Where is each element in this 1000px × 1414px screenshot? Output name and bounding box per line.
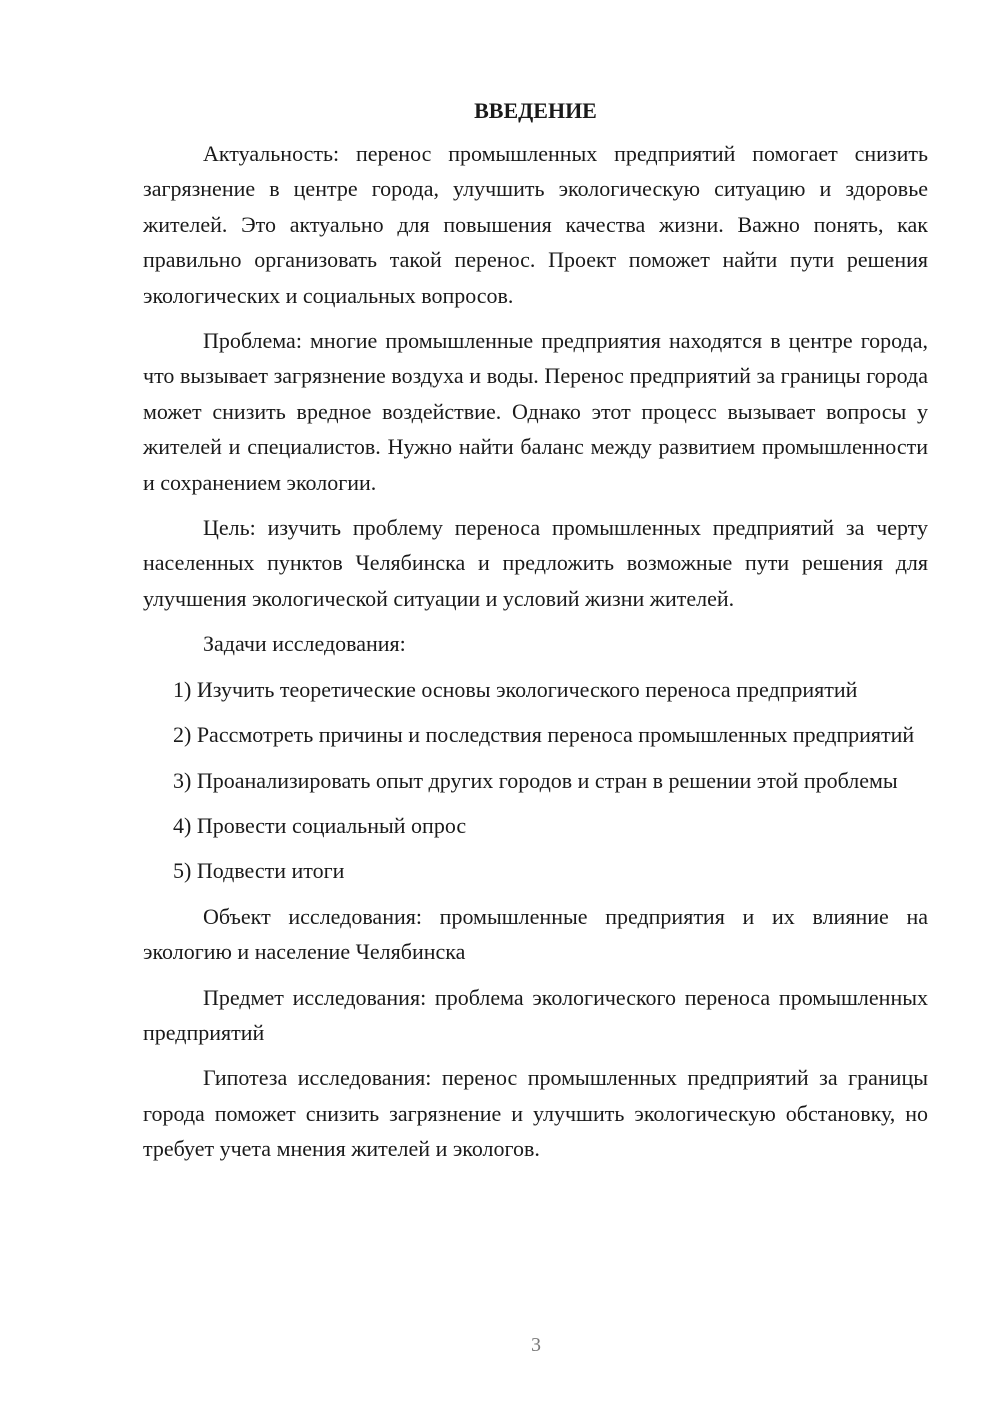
subject-paragraph: Предмет исследования: проблема экологического переноса промышленных предприятий [143,984,928,1045]
goal-paragraph: Цель: изучить проблему переноса промышленных предприятий за черту населенных пунктов Челябинска и предложить возможные пути решения для улучшения экологической ситуации и условий жизни жителей. [143,515,928,611]
problem-paragraph: Проблема: многие промышленные предприятия находятся в центре города, что вызывает загрязнение воздуха и воды. Перенос предприятий за границы города может снизить вредное воздействие. Однако этот процесс вызывает вопросы у жителей и специалистов. Нужно найти баланс между развитием промышленности и сохранением экологии. [143,328,928,495]
page-number: 3 [531,1334,541,1356]
hypothesis-paragraph: Гипотеза исследования: перенос промышленных предприятий за границы города поможет снизить загрязнение и улучшить экологическую обстановку, но требует учета мнения жителей и экологов. [143,1065,928,1162]
task-item-5: 5) Подвести итоги [173,858,345,884]
task-item-3: 3) Проанализировать опыт других городов и стран в решении этой проблемы [173,767,898,793]
task-item-4: 4) Провести социальный опрос [173,812,467,838]
document-body [143,96,928,1177]
task-item-1: 1) Изучить теоретические основы экологического переноса предприятий [173,676,858,702]
section-heading: ВВЕДЕНИЕ [474,98,597,123]
task-item-2: 2) Рассмотреть причины и последствия переноса промышленных предприятий [173,722,915,748]
tasks-intro: Задачи исследования: [203,631,406,657]
object-paragraph: Объект исследования: промышленные предприятия и их влияние на экологию и население Челябинска [143,903,928,965]
relevance-paragraph: Актуальность: перенос промышленных предприятий помогает снизить загрязнение в центре города, улучшить экологическую ситуацию и здоровье жителей. Это актуально для повышения качества жизни. Важно понять, как правильно организовать такой перенос. Проект поможет найти пути решения экологических и социальных вопросов. [143,141,928,308]
